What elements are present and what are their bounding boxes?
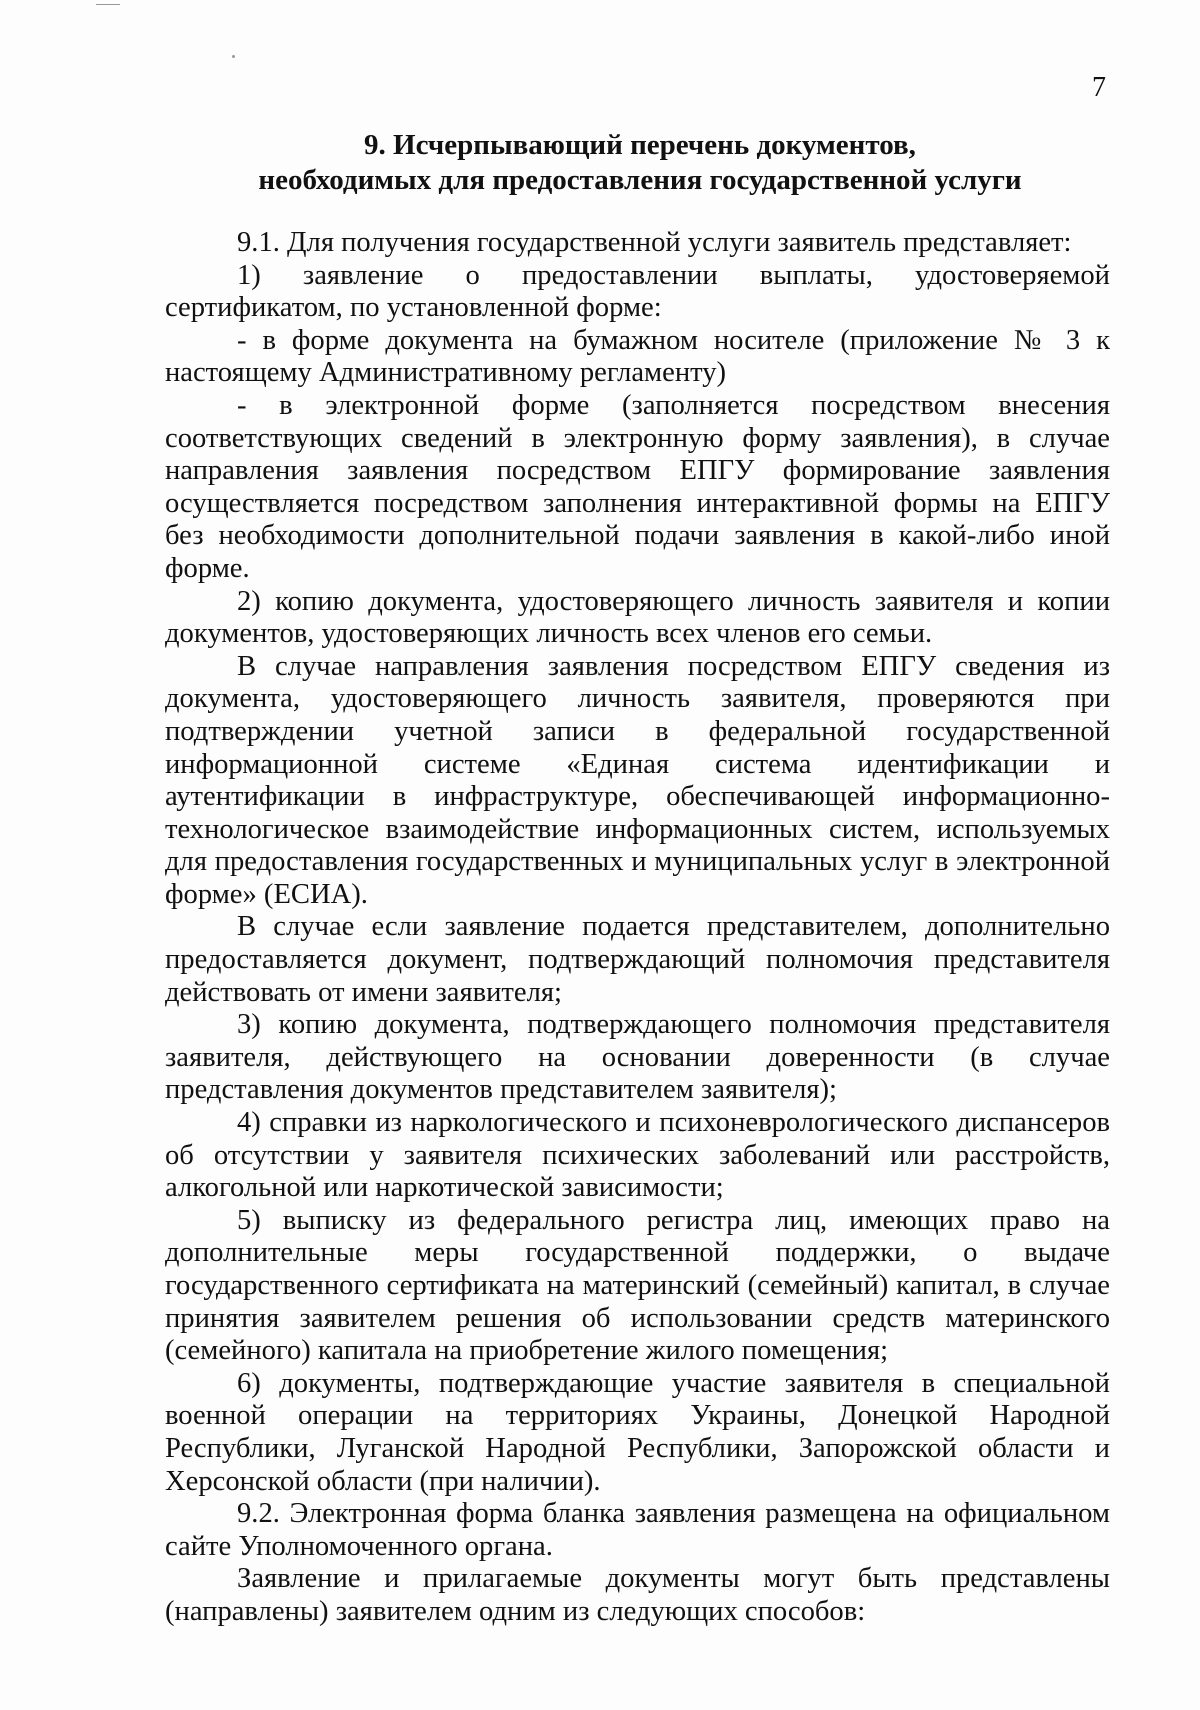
paragraph: 1) заявление о предоставлении выплаты, удостоверяемой сертификатом, по установленной форме: <box>165 259 1110 324</box>
document-body <box>165 227 1110 1629</box>
paragraph: 9.2. Электронная форма бланка заявления размещена на официальном сайте Уполномоченного органа. <box>165 1498 1110 1562</box>
paragraph: 4) справки из наркологического и психоневрологического диспансеров об отсутствии у заявителя психических заболеваний или расстройств, алкогольной или наркотической зависимости; <box>165 1107 1110 1204</box>
heading-line-2: необходимых для предоставления государственной услуги <box>258 164 1022 196</box>
paragraph: 3) копию документа, подтверждающего полномочия представителя заявителя, действующего на основании доверенности (в случае представления документов представителем заявителя); <box>165 1009 1110 1106</box>
heading-line-1: 9. Исчерпывающий перечень документов, <box>364 129 916 161</box>
section-heading <box>165 128 1115 198</box>
paragraph: 2) копию документа, удостоверяющего личность заявителя и копии документов, удостоверяющих личность всех членов его семьи. <box>165 585 1110 650</box>
scan-artifact <box>96 4 120 5</box>
paragraph: 5) выписку из федерального регистра лиц, имеющих право на дополнительные меры государственной поддержки, о выдаче государственного сертификата на материнский (семейный) капитал, в случае принятия заявителем решения об использовании средств материнского (семейного) капитала на приобретение жилого помещения; <box>165 1204 1110 1367</box>
paragraph: - в форме документа на бумажном носителе (приложение № 3 к настоящему Административному регламенту) <box>165 324 1110 389</box>
paragraph: В случае если заявление подается представителем, дополнительно предоставляется документ, подтверждающий полномочия представителя действовать от имени заявителя; <box>165 911 1110 1008</box>
paragraph: Заявление и прилагаемые документы могут быть представлены (направлены) заявителем одним из следующих способов: <box>165 1563 1110 1627</box>
scan-artifact <box>232 55 235 58</box>
paragraph: 6) документы, подтверждающие участие заявителя в специальной военной операции на территориях Украины, Донецкой Народной Республики, Луганской Народной Республики, Запорожской области и Херсонской области (при наличии). <box>165 1367 1110 1497</box>
page-number: 7 <box>1092 72 1106 103</box>
paragraph: 9.1. Для получения государственной услуги заявитель представляет: <box>237 227 1072 258</box>
paragraph: - в электронной форме (заполняется посредством внесения соответствующих сведений в электронную форму заявления), в случае направления заявления посредством ЕПГУ формирование заявления осуществляется посредством заполнения интерактивной формы на ЕПГУ без необходимости дополнительной подачи заявления в какой-либо иной форме. <box>165 389 1110 584</box>
paragraph: В случае направления заявления посредством ЕПГУ сведения из документа, удостоверяющего личность заявителя, проверяются при подтверждении учетной записи в федеральной государственной информационной системе «Единая система идентификации и аутентификации в инфраструктуре, обеспечивающей информационно-технологическое взаимодействие информационных систем, используемых для предоставления государственных и муниципальных услуг в электронной форме» (ЕСИА). <box>165 650 1110 910</box>
